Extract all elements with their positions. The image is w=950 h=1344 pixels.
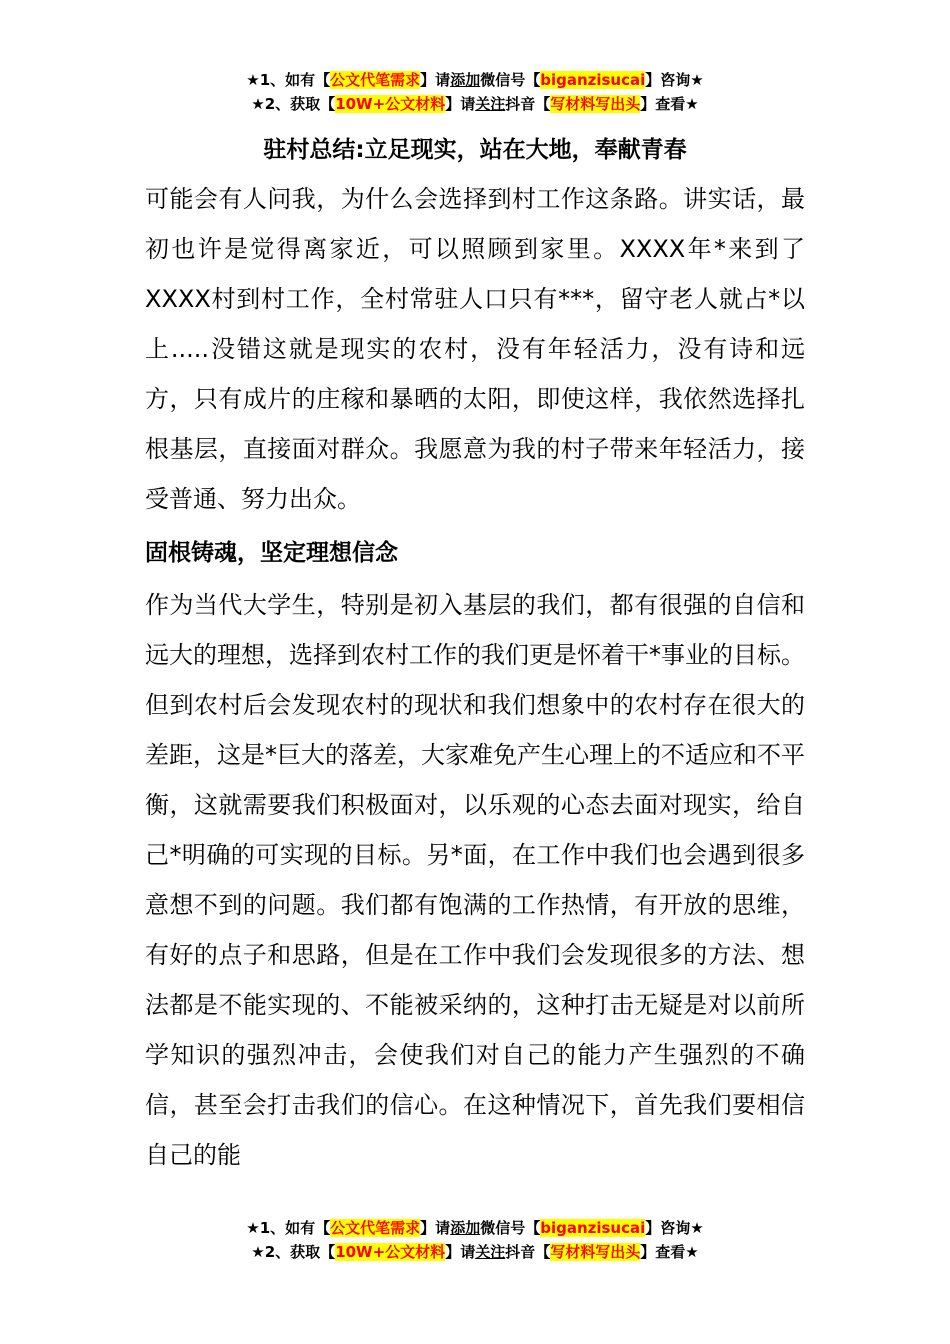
promo-text: ★1、如有【 — [246, 1219, 331, 1237]
promo-text: ★2、获取【 — [251, 95, 336, 113]
promo-line-2 — [0, 92, 950, 116]
promo-banner-bottom — [0, 1216, 950, 1264]
promo-underlined-text: 添加 — [450, 71, 481, 89]
promo-underlined-text: 添加 — [450, 1219, 481, 1237]
promo-text: 】查看★ — [640, 1243, 699, 1261]
promo-text: 】查看★ — [640, 95, 699, 113]
promo-underlined-text: 关注 — [475, 95, 506, 113]
promo-text: 】请 — [445, 1243, 476, 1261]
section-heading: 固根铸魂，坚定理想信念 — [145, 540, 398, 566]
promo-text: 抖音【 — [505, 1243, 551, 1261]
promo-wechat-id: biganzisucai — [540, 71, 646, 89]
paragraph: 可能会有人问我，为什么会选择到村工作这条路。讲实话，最初也许是觉得离家近，可以照顾到家里。XXXX年*来到了XXXX村到村工作，全村常驻人口只有***，留守老人就占*以上.....没错这就是现实的农村，没有年轻活力，没有诗和远方，只有成片的庄稼和暴晒的太阳，即使这样，我依然选择扎根基层，直接面对群众。我愿意为我的村子带来年轻活力，接受普通、努力出众。 — [145, 185, 805, 513]
promo-line-1 — [0, 68, 950, 92]
promo-douyin-account: 写材料写出头 — [550, 1243, 641, 1261]
promo-highlight: 公文代笔需求 — [330, 71, 421, 89]
promo-text: 抖音【 — [505, 95, 551, 113]
promo-highlight: 10W+公文材料 — [335, 95, 446, 113]
paragraph: 作为当代大学生，特别是初入基层的我们，都有很强的自信和远大的理想，选择到农村工作的我们更是怀着干*事业的目标。但到农村后会发现农村的现状和我们想象中的农村存在很大的差距，这是*巨大的落差，大家难免产生心理上的不适应和不平衡，这就需要我们积极面对，以乐观的心态去面对现实，给自己*明确的可实现的目标。另*面，在工作中我们也会遇到很多意想不到的问题。我们都有饱满的工作热情，有开放的思维，有好的点子和思路，但是在工作中我们会发现很多的方法、想法都是不能实现的、不能被采纳的，这种打击无疑是对以前所学知识的强烈冲击，会使我们对自己的能力产生强烈的不确信，甚至会打击我们的信心。在这种情况下，首先我们要相信自己的能 — [145, 591, 805, 1169]
promo-text: 】请 — [420, 1219, 451, 1237]
promo-douyin-account: 写材料写出头 — [550, 95, 641, 113]
promo-highlight: 公文代笔需求 — [330, 1219, 421, 1237]
promo-banner-top — [0, 68, 950, 116]
promo-text: 微信号【 — [480, 1219, 541, 1237]
promo-text: 微信号【 — [480, 71, 541, 89]
promo-line-2 — [0, 1240, 950, 1264]
promo-text: 】请 — [445, 95, 476, 113]
promo-line-1 — [0, 1216, 950, 1240]
promo-text: ★2、获取【 — [251, 1243, 336, 1261]
promo-text: 】咨询★ — [645, 71, 704, 89]
promo-highlight: 10W+公文材料 — [335, 1243, 446, 1261]
promo-underlined-text: 关注 — [475, 1243, 506, 1261]
promo-text: 】请 — [420, 71, 451, 89]
promo-text: 】咨询★ — [645, 1219, 704, 1237]
promo-text: ★1、如有【 — [246, 71, 331, 89]
document-body — [145, 134, 805, 1180]
document-title: 驻村总结:立足现实，站在大地，奉献青春 — [263, 137, 687, 163]
promo-wechat-id: biganzisucai — [540, 1219, 646, 1237]
